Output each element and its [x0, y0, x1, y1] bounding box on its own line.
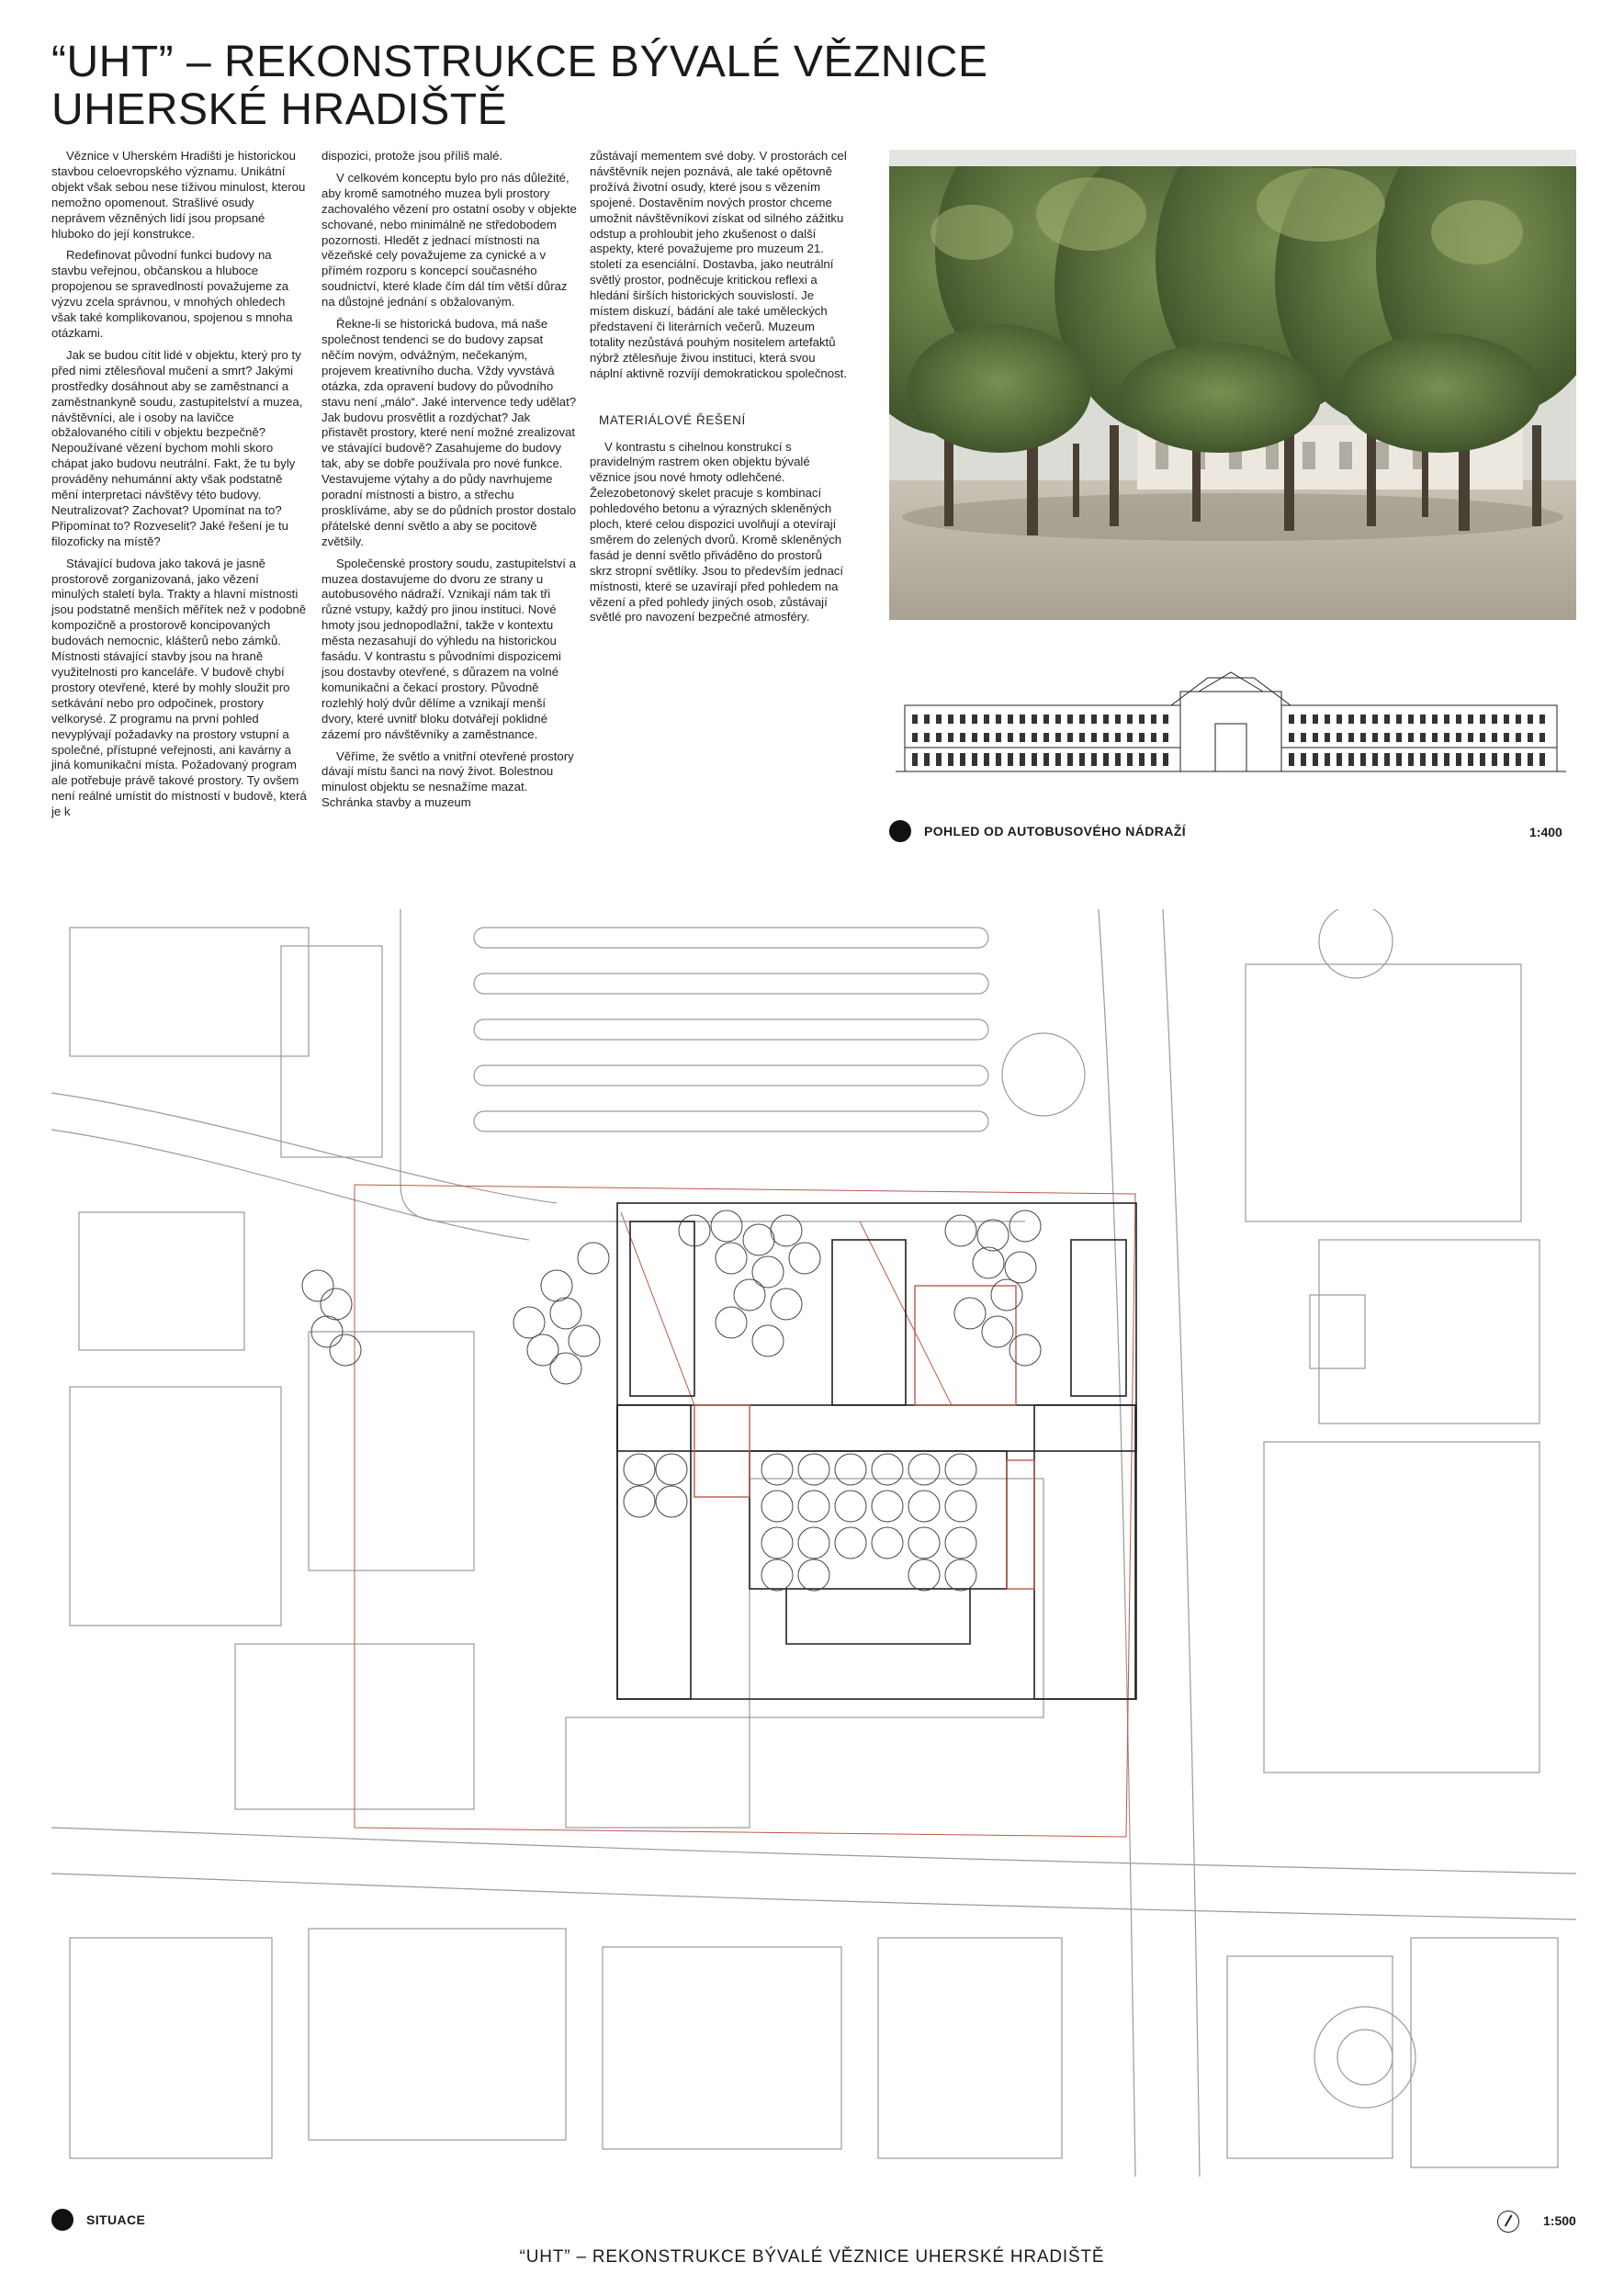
elevation-drawing	[896, 669, 1566, 774]
paragraph: V celkovém konceptu bylo pro nás důležité, aby kromě samotného muzea byli prostory zachovalého vězení pro ostatní osoby v objekte schované, nebo minimálně ne středobodem pozornosti. Hledět z jednací místnosti na vězeňské cely považujeme za cynické a v přímém rozporu s koncepcí současného soudnictví, které klade čím dál tím větší důraz na důstojné jednání s obžalovaným.	[321, 170, 577, 310]
paragraph: Stávající budova jako taková je jasně prostorově zorganizovaná, jako vězení minulých staletí byla. Trakty a hlavní místnosti jsou podstatně menších měřítek než v podobně kompozičně a prostorově koncipovaných budovách nemocnic, klášterů nebo zámků. Místnosti stávající stavby jsou na hraně využitelnosti pro kanceláře. V budově chybí prostory otevřené, které by mohly sloužit pro setkávání nebo pro odpočinek, prostory velkorysé. Z programu na první pohled nevyplývají požadavky na prostory vstupní a společné, přístupné veřejnosti, ani kavárny a jiná komunikační místa. Požadovaný program ale potřebuje právě takové prostory. Ty ovšem není reálné umístit do místností v budově, která je k	[51, 556, 307, 819]
section-heading: MATERIÁLOVÉ ŘEŠENÍ	[599, 412, 746, 427]
paragraph: V kontrastu s cihelnou konstrukcí s pravidelným rastrem oken objektu bývalé věznice jsou nové hmoty odlehčené. Železobetonový skelet pracuje s kombinací pohledového betonu a výrazných skleněných ploch, které celou dispozici uvolňují a otevírají směrem do zelených dvorů. Kromě skleněných fasád je denní světlo přiváděno do prostorů skrz stropní světlíky. Jsou to především jednací místnosti, které se uzavírají před pohledem na vězení a před pohledy jiných osob, zůstávají světlé pro navození bezpečné atmosféry.	[590, 439, 844, 625]
north-arrow-icon	[1497, 2211, 1519, 2233]
elevation-title: POHLED OD AUTOBUSOVÉHO NÁDRAŽÍ	[924, 824, 1187, 838]
text-column-3	[590, 149, 847, 632]
page-footer: “UHT” – REKONSTRUKCE BÝVALÉ VĚZNICE UHERSKÉ HRADIŠTĚ	[519, 2247, 1105, 2267]
paragraph: zůstávají mementem své doby. V prostorách cel návštěvník nejen poznává, ale také opětovně prožívá životní osudy, které jsou s vězením spojené. Dostavěním nových prostor chceme umožnit návštěvníkovi získat od silného zážitku odstup a prohloubit jeho zkušenost o další aspekty, které považujeme pro muzeum 21. století za esenciální. Dostavba, jako neutrální světlý prostor, podněcuje kritickou reflexi a hledání širších historických souvislostí. Je místem diskuzí, bádání ale také uměleckých představení či literárních večerů. Muzeum totality nezůstává pouhým nositelem artefaktů nýbrž ztělesňuje živou instituci, která svou náplní aktivně rozvíjí demokratickou společnost.	[590, 149, 848, 380]
paragraph: Řekne-li se historická budova, má naše společnost tendenci se do budovy zapsat něčím novým, odvážným, nečekaným, projevem kreativního ducha. Vždy vyvstává otázka, zda opravení budovy do původního stavu není „málo“. Jaké intervence tedy udělat? Jak budovu prosvětlit a rozdýchat? Jak přistavět prostory, které není možné zrealizovat ve stávající budově? Zasahujeme do budovy tak, aby se dobře používala pro nové funkce. Vestavujeme výtahy a do půdy navrhujeme poradní místnosti a bistro, a střechu prosklíváme, aby se do půdních prostor dostalo přátelské denní světlo a aby se pocitově zvětšily.	[321, 317, 577, 548]
site-label	[51, 2209, 145, 2231]
text-column-1	[51, 149, 309, 827]
elevation-label	[889, 820, 1186, 842]
visualisation-photo	[889, 150, 1576, 620]
trees-visualisation	[889, 150, 1576, 620]
paragraph: Společenské prostory soudu, zastupitelství a muzea dostavujeme do dvoru ze strany u autobusového nádraží. Vznikají nám tak tři různé vstupy, každý pro jinou instituci. Nové hmoty jsou jednopodlažní, takže v kontextu města nezasahují do výhledu na historickou fasádu. V kontrastu s původními dispozicemi jsou dostavby otevřené, s důrazem na volné komunikační a čekací prostory. Původně rozlehlý holý dvůr dělíme a vznikají menší dvory, které uvnitř bloku dotvářejí poklidné zázemí pro návštěvníky a zaměstnance.	[321, 556, 576, 741]
elevation-scale: 1:400	[1529, 825, 1562, 839]
site-title: SITUACE	[86, 2212, 146, 2227]
text-column-2	[321, 149, 579, 817]
site-plan	[51, 909, 1576, 2177]
paragraph: Věříme, že světlo a vnitřní otevřené prostory dávají místu šanci na nový život. Bolestnou minulost objektu se nesnažíme mazat. Schránka stavby a muzeum	[321, 748, 574, 810]
title-line-1: “UHT” – REKONSTRUKCE BÝVALÉ VĚZNICE	[51, 38, 988, 86]
facade-elevation	[896, 669, 1566, 774]
site-scale: 1:500	[1543, 2213, 1576, 2228]
bullet-dot-icon	[889, 820, 911, 842]
paragraph: Redefinovat původní funkci budovy na stavbu veřejnou, občanskou a hluboce propojenou se spravedlností považujeme za výzvu zcela správnou, v mnohých ohledech však také komplikovanou, spojenou s mnoha otázkami.	[51, 248, 293, 340]
paragraph: Jak se budou cítit lidé v objektu, který pro ty před nimi ztělesňoval mučení a smrt? Jakými prostředky dosáhnout aby se zaměstnanci a zaměstnankyně soudu, zastupitelství a muzea, návštěvníci, ale i osoby na lavičce obžalovaného cítili v objektu bezpečně? Nepoužívané vězení bychom mohli skoro chápat jako budovu neutrální. Fakt, že tu byly prováděny nehumánní akty však podstatně mění interpretaci návštěvy této budovy. Neutralizovat? Zachovat? Upomínat na to? Připomínat to? Rozveselit? Jaké řešení je tu filozoficky na místě?	[51, 347, 303, 548]
title-line-2: UHERSKÉ HRADIŠTĚ	[51, 85, 508, 134]
site-plan-drawing	[51, 909, 1576, 2177]
page-title	[51, 39, 1062, 134]
paragraph: dispozici, protože jsou příliš malé.	[321, 149, 503, 163]
bullet-dot-icon	[51, 2209, 73, 2231]
paragraph: Věznice v Uherském Hradišti je historickou stavbou celoevropského významu. Unikátní objekt však sebou nese tíživou minulost, kterou nemožno opomenout. Strašlivé osudy neprávem vězněných lidí jsou propsané hluboko do její konstrukce.	[51, 149, 306, 241]
